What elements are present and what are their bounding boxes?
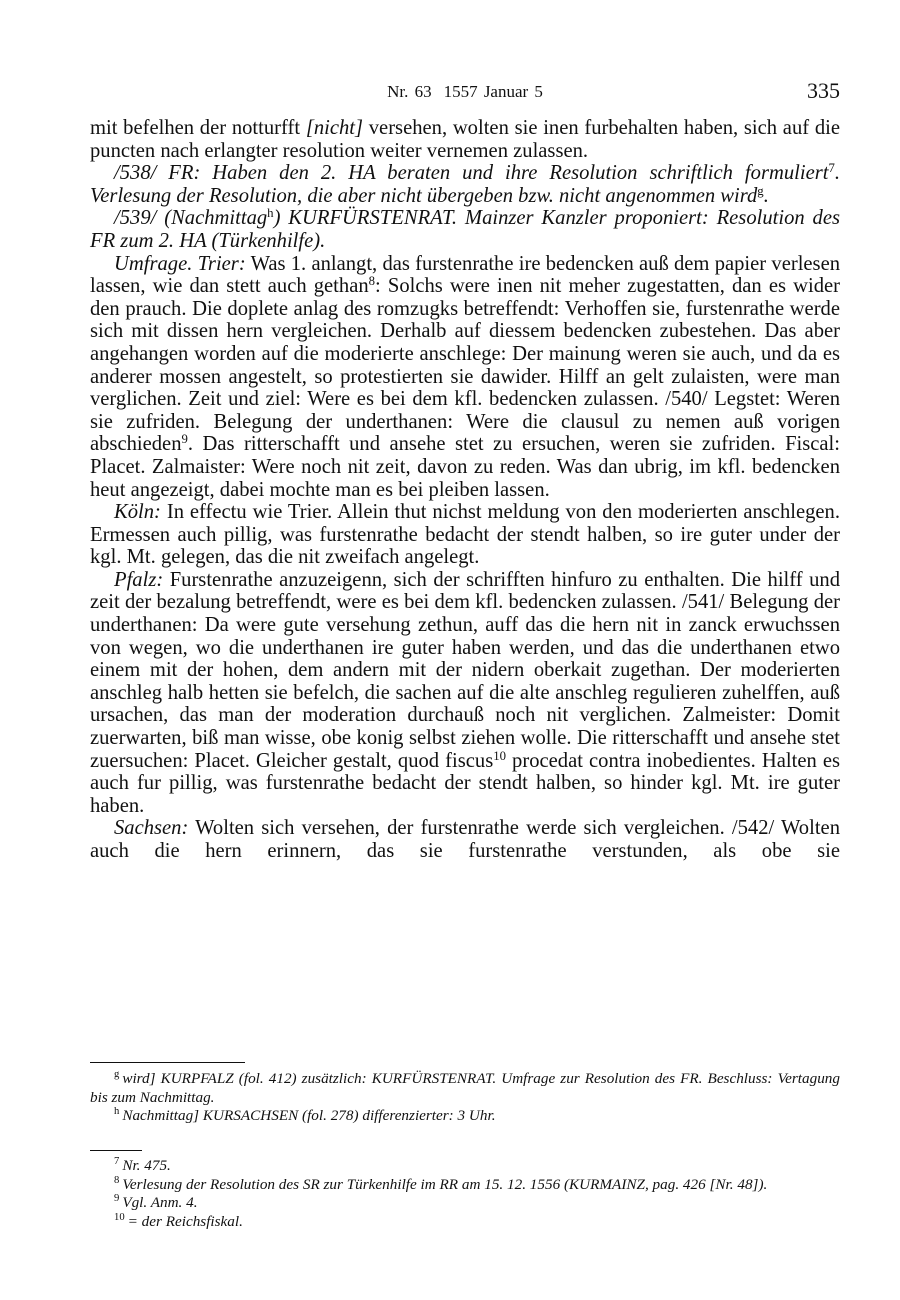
note-text: wird] KURPFALZ (fol. 412) zusätzlich: KURFÜRSTENRAT. Umfrage zur Resolution des FR. Beschluss: Vertagung bis zum Nachmittag. bbox=[90, 1070, 840, 1106]
italic-text: . Verlesung der Resolution, die aber nicht übergeben bzw. nicht angenommen wird bbox=[90, 162, 840, 207]
note bbox=[90, 1194, 840, 1213]
text-run: Wolten sich versehen, der furstenrathe werde sich vergleichen. /542/ Wolten auch die hern erinnern, das sie furstenrathe verstunden, als obe sie bbox=[90, 817, 840, 862]
note-text: Nr. 475. bbox=[122, 1157, 171, 1174]
italic-text: ) KURFÜRSTENRAT. Mainzer Kanzler proponiert: Resolution des FR zum 2. HA (Türkenhilfe). bbox=[90, 207, 840, 252]
paragraph bbox=[90, 569, 840, 818]
running-header bbox=[90, 78, 840, 108]
text-notes-divider bbox=[90, 1062, 245, 1063]
note-mark: 8 bbox=[114, 1174, 120, 1186]
italic-text: [nicht] bbox=[305, 117, 364, 139]
note-mark: h bbox=[114, 1106, 120, 1118]
italic-text: . bbox=[763, 184, 769, 207]
paragraph bbox=[90, 207, 840, 252]
footnotes-divider bbox=[90, 1150, 142, 1151]
footnote-reference: g bbox=[757, 183, 764, 198]
text-run: procedat contra inobedientes. Halten es auch fur pillig, was furstenrathe bedacht der stendt halben, so hinder kgl. Mt. ire guter haben. bbox=[90, 749, 840, 817]
text-run: Furstenrathe anzuzeigenn, sich der schrifften hinfuro zu enthalten. Die hilff und zeit der bezalung betreffendt, were es bei dem kfl. bedencken zulassen. /541/ Belegung der underthanen: Da were gute versehung zethun, auff das die hern nit in zanck erwuchssen von wegen, wo die underthanen ire guter haben werden, und das die underthanen etwo einem mit der hohen, dem andern mit der nidern oberkait zugethan. Der moderierten anschleg halb hetten sie befelch, die sachen auf die alte anschleg regulieren zuhelffen, auß ursachen, das man der moderation durchauß noch nit verglichen. Zalmeister: Domit zuerwarten, biß man wisse, obe konig selbst ziehen wolle. Die ritterschafft und ansehe stet zuersuchen: Placet. Gleicher gestalt, quod fiscus bbox=[90, 568, 840, 772]
paragraph bbox=[90, 501, 840, 569]
italic-text: /539/ (Nachmittag bbox=[114, 207, 268, 230]
italic-text: Umfrage. Trier: bbox=[114, 252, 246, 275]
text-run: In effectu wie Trier. Allein thut nichst meldung von den moderierten anschlegen. Ermessen auch pillig, was furstenrathe bedacht der stendt halben, so ire guter under der kgl. Mt. gelegen, das die nit zweifach angelegt. bbox=[90, 501, 840, 569]
footnote-reference: h bbox=[267, 206, 274, 221]
note-text: Nachmittag] KURSACHSEN (fol. 278) differenzierter: 3 Uhr. bbox=[122, 1107, 496, 1124]
footnote-reference: 9 bbox=[181, 432, 188, 447]
text-run: . Das ritterschafft und ansehe stet zu ersuchen, weren sie zufriden. Fiscal: Placet. Zalmaister: Were noch nit zeit, davon zu reden. Was dan ubrig, im kfl. bedencken heut angezeigt, dabei mochte man es bei pleiben lassen. bbox=[90, 433, 840, 501]
footnote-reference: 7 bbox=[828, 161, 835, 176]
note-mark: 7 bbox=[114, 1156, 120, 1168]
text-run: mit befelhen der notturfft bbox=[90, 117, 306, 139]
text-run: Was 1. anlangt, das furstenrathe ire bedencken auß dem papier verlesen lassen, wie dan stett auch gethan bbox=[90, 252, 841, 298]
note bbox=[90, 1176, 840, 1195]
note-text: = der Reichsfiskal. bbox=[127, 1212, 243, 1230]
note-text: Verlesung der Resolution des SR zur Türkenhilfe im RR am 15. 12. 1556 (KURMAINZ, pag. 426 [Nr. 48]). bbox=[122, 1175, 768, 1193]
note-text: Vgl. Anm. 4. bbox=[122, 1194, 198, 1211]
paragraph bbox=[90, 162, 840, 207]
italic-text: Pfalz: bbox=[114, 568, 164, 591]
note bbox=[90, 1107, 840, 1126]
note-mark: 9 bbox=[114, 1193, 120, 1205]
paragraph bbox=[90, 817, 840, 862]
paragraph bbox=[90, 117, 840, 162]
note bbox=[90, 1157, 840, 1176]
note bbox=[90, 1070, 840, 1107]
paragraph bbox=[90, 253, 840, 502]
footnote-reference: 10 bbox=[493, 748, 506, 763]
footnote-reference: 8 bbox=[368, 274, 376, 289]
note bbox=[90, 1213, 840, 1232]
italic-text: Köln: bbox=[114, 501, 161, 524]
note-mark: g bbox=[114, 1069, 120, 1081]
text-run: versehen, wolten sie inen furbehalten haben, sich auf die puncten nach erlangter resolution weiter vernemen zulassen. bbox=[90, 117, 840, 162]
note-mark: 10 bbox=[114, 1211, 125, 1223]
footnotes bbox=[90, 1157, 840, 1231]
text-run: : Solchs were inen nit meher zugestatten, dan es wider den prauch. Die doplete anlag des romzugks betreffendt: Verhoffen sie, furstenrathe werde sich mit dissen hern vergleichen. Derhalb auf diessem bedencken zubestehen. Das aber angehangen worden auf die moderierte anschlege: Der mainung weren sie auch, und da es anderer mossen angestelt, so protestierten sie dawider. Hilff an gelt zulaisten, were man verglichen. Zeit und ziel: Were es bei dem kfl. bedencken zulassen. /540/ Legstet: Weren sie zufriden. Belegung der underthanen: Were die clausul zu nemen auß vorigen abschieden bbox=[90, 275, 840, 456]
header-title bbox=[90, 82, 840, 102]
italic-text: Sachsen: bbox=[114, 817, 189, 840]
text-critical-notes bbox=[90, 1070, 840, 1126]
page-number: 335 bbox=[807, 78, 840, 103]
italic-text: /538/ FR: Haben den 2. HA beraten und ihre Resolution schriftlich formuliert bbox=[114, 162, 829, 185]
document-number: Nr. 63 bbox=[387, 82, 432, 101]
document-date: 1557 Januar 5 bbox=[443, 82, 543, 101]
main-text bbox=[90, 117, 840, 863]
